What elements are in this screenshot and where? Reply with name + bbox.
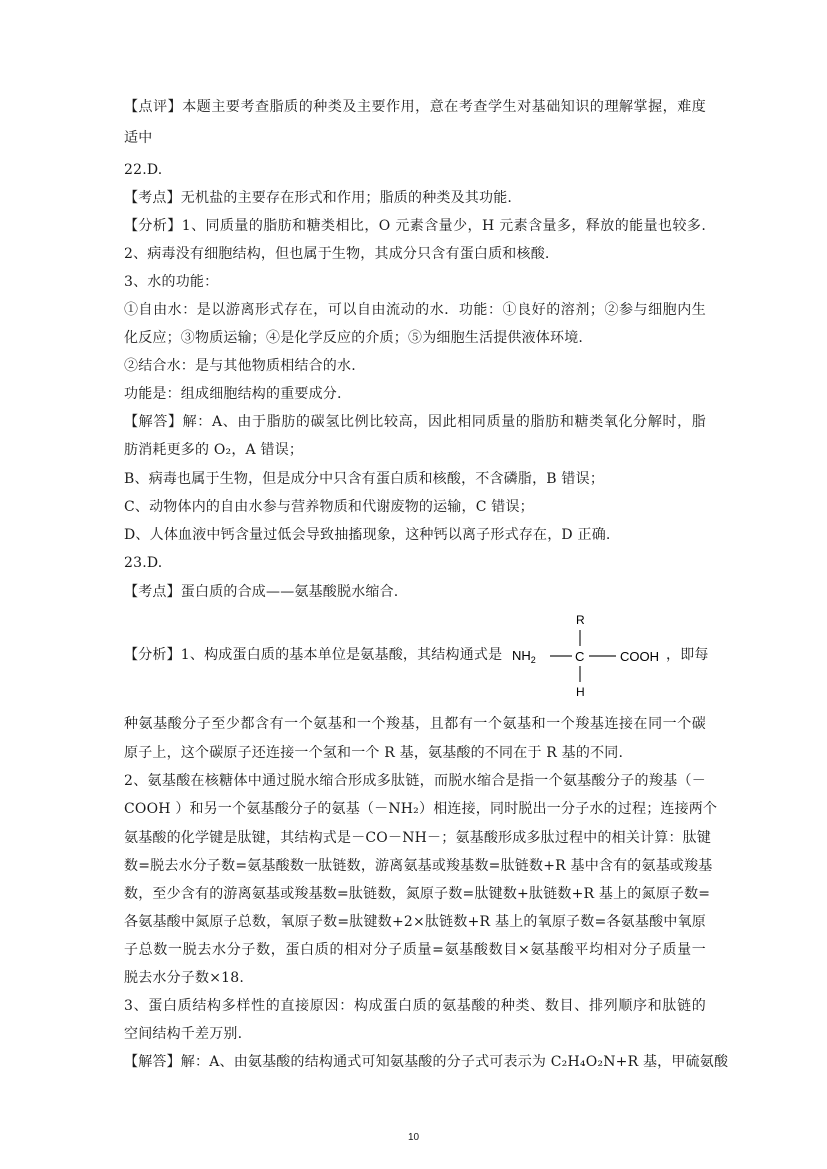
text-line: 【点评】本题主要考查脂质的种类及主要作用，意在考查学生对基础知识的理解掌握，难度 — [124, 99, 706, 115]
text-line: ，即每 — [666, 647, 709, 663]
text-line: 2、病毒没有细胞结构，但也属于生物，其成分只含有蛋白质和核酸. — [124, 246, 550, 262]
text-line: 空间结构千差万别. — [124, 1026, 243, 1042]
text-line: 3、蛋白质结构多样性的直接原因：构成蛋白质的氨基酸的种类、数目、排列顺序和肽链的 — [124, 998, 706, 1014]
text-line: 各氨基酸中氮原子总数，氧原子数=肽键数+2×肽链数+R 基上的氧原子数=各氨基酸中氧原 — [124, 914, 706, 930]
text-line: 【解答】解：A、由氨基酸的结构通式可知氨基酸的分子式可表示为 C₂H₄O₂N+R 基，甲硫氨酸 — [124, 1054, 729, 1070]
text-line: COOH ）和另一个氨基酸分子的氨基（－NH₂）相连接，同时脱出一分子水的过程；连接两个 — [124, 801, 718, 817]
text-line: 数=脱去水分子数=氨基酸数一肽链数，游离氨基或羧基数=肽链数+R 基中含有的氨基或羧基 — [124, 858, 713, 874]
formula-hydrogen: H — [576, 685, 585, 699]
text-line: B、病毒也属于生物，但是成分中只含有蛋白质和核酸，不含磷脂，B 错误； — [124, 471, 605, 487]
text-line: 3、水的功能： — [124, 274, 219, 290]
question-number: 23.D. — [124, 555, 163, 571]
text-line: C、动物体内的自由水参与营养物质和代谢废物的运输，C 错误； — [124, 499, 534, 515]
text-line: 化反应；③物质运输；④是化学反应的介质；⑤为细胞生活提供液体环境. — [124, 330, 584, 346]
text-line: 【分析】1、同质量的脂肪和糖类相比，O 元素含量少，H 元素含量多，释放的能量也较多. — [124, 218, 706, 234]
text-line: ②结合水：是与其他物质相结合的水. — [124, 358, 356, 374]
formula-carboxyl-group: COOH — [620, 649, 659, 664]
text-line: 氨基酸的化学键是肽键，其结构式是－CO－NH－；氨基酸形成多肽过程中的相关计算：肽键 — [124, 830, 712, 846]
text-line: 【考点】蛋白质的合成——氨基酸脱水缩合. — [124, 584, 399, 600]
text-line: ①自由水：是以游离形式存在，可以自由流动的水．功能：①良好的溶剂；②参与细胞内生 — [124, 302, 706, 318]
text-line: 原子上，这个碳原子还连接一个氢和一个 R 基，氨基酸的不同在于 R 基的不同. — [124, 745, 624, 761]
page-number: 10 — [407, 1132, 420, 1143]
text-line: 2、氨基酸在核糖体中通过脱水缩合形成多肽链，而脱水缩合是指一个氨基酸分子的羧基（－ — [124, 773, 706, 789]
formula-amino-group: $NH_2$ — [512, 648, 536, 665]
formula-central-carbon: C — [575, 649, 585, 664]
text-line: 种氨基酸分子至少都含有一个氨基和一个羧基，且都有一个氨基和一个羧基连接在同一个碳 — [124, 716, 706, 732]
text-line: 子总数一脱去水分子数，蛋白质的相对分子质量=氨基酸数目×氨基酸平均相对分子质量一 — [124, 942, 706, 958]
amino-acid-formula — [506, 610, 666, 700]
text-line: D、人体血液中钙含量过低会导致抽搐现象，这种钙以离子形式存在，D 正确. — [124, 527, 611, 543]
text-line: 数，至少含有的游离氨基或羧基数=肽链数，氮原子数=肽键数+肽链数+R 基上的氮原子数= — [124, 886, 711, 902]
text-line: 脱去水分子数×18. — [124, 970, 244, 986]
question-number: 22.D. — [124, 162, 163, 178]
text-line: 肪消耗更多的 O₂，A 错误； — [124, 442, 304, 458]
formula-r-group: R — [576, 613, 585, 627]
text-line: 功能是：组成细胞结构的重要成分. — [124, 386, 342, 402]
text-line: 【考点】无机盐的主要存在形式和作用；脂质的种类及其功能. — [124, 190, 513, 206]
text-line: 适中 — [124, 130, 153, 146]
text-line: 【解答】解：A、由于脂肪的碳氢比例比较高，因此相同质量的脂肪和糖类氧化分解时，脂 — [124, 414, 706, 430]
text-line: 【分析】1、构成蛋白质的基本单位是氨基酸，其结构通式是 — [124, 647, 503, 663]
